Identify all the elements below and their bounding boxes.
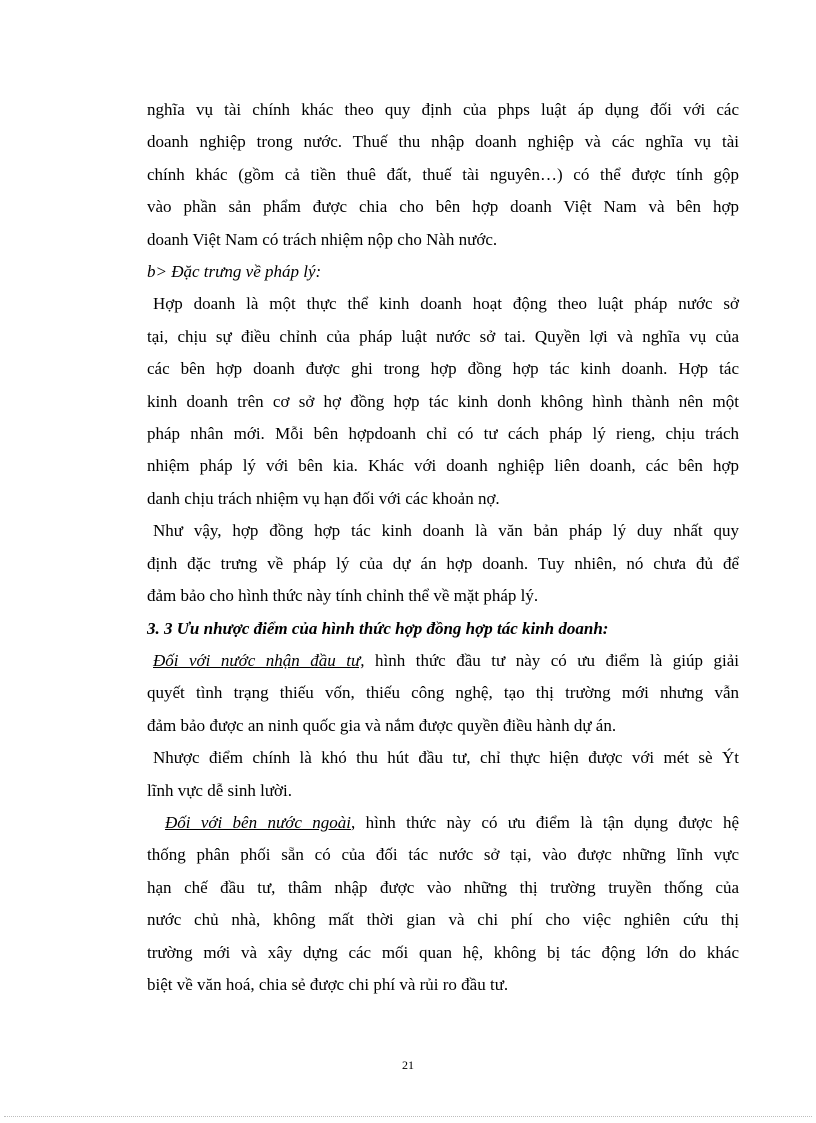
text-line: đảm bảo cho hình thức này tính chỉnh thể về mặt pháp lý. xyxy=(147,586,539,606)
text-line: Nhược điểm chính là khó thu hút đầu tư, chỉ thực hiện được với mét sè Ýt xyxy=(153,748,739,768)
text-line: lĩnh vực dễ sinh lười. xyxy=(147,780,292,800)
text-line: chính khác (gồm cả tiền thuê đất, thuế tài nguyên…) có thể được tính gộp xyxy=(147,164,739,184)
text-line: tại, chịu sự điều chỉnh của pháp luật nước sở tai. Quyền lợi và nghĩa vụ của xyxy=(147,326,739,346)
page-bottom-divider xyxy=(4,1116,812,1117)
document-body xyxy=(147,94,739,1001)
text-line: nhiệm pháp lý với bên kia. Khác với doanh nghiệp liên doanh, các bên hợp xyxy=(147,456,739,476)
page-number: 21 xyxy=(402,1058,414,1072)
text-line: hạn chế đầu tư, thâm nhập được vào những thị trường truyền thống của xyxy=(147,877,739,897)
text-line: quyết tình trạng thiếu vốn, thiếu công nghệ, tạo thị trường mới nhưng vẫn xyxy=(147,683,739,703)
underlined-lead: Đối với nước nhận đầu tư, xyxy=(153,650,365,670)
text-line: định đặc trưng về pháp lý của dự án hợp doanh. Tuy nhiên, nó chưa đủ để xyxy=(147,553,739,573)
underlined-lead: Đối với bên nước ngoài xyxy=(165,812,351,832)
text-line: các bên hợp doanh được ghi trong hợp đồng hợp tác kinh doanh. Hợp tác xyxy=(147,359,739,379)
paragraph-disadvantages xyxy=(147,742,739,807)
text-line: Hợp doanh là một thực thể kinh doanh hoạt động theo luật pháp nước sở xyxy=(153,294,739,314)
text-line: Như vậy, hợp đồng hợp tác kinh doanh là văn bản pháp lý duy nhất quy xyxy=(153,521,739,541)
text-line: doanh nghiệp trong nước. Thuế thu nhập doanh nghiệp và các nghĩa vụ tài xyxy=(147,132,739,152)
text-line: trường mới và xây dựng các mối quan hệ, không bị tác động lớn do khác xyxy=(147,942,739,962)
lead-rest: hình thức đầu tư này có ưu điểm là giúp giải xyxy=(364,650,739,670)
paragraph-foreign-party xyxy=(147,807,739,1001)
section-heading: 3. 3 Ưu nhược điểm của hình thức hợp đồng hợp tác kinh doanh: xyxy=(147,618,609,638)
text-line: danh chịu trách nhiệm vụ hạn đối với các khoản nợ. xyxy=(147,488,500,508)
subheading-legal-characteristics: b> Đặc trưng về pháp lý: xyxy=(147,262,322,282)
text-line: kinh doanh trên cơ sở hợ đồng hợp tác kinh donh không hình thành nên một xyxy=(147,391,739,411)
text-line: nghĩa vụ tài chính khác theo quy định của phps luật áp dụng đối với các xyxy=(147,100,739,119)
paragraph-legal-entity xyxy=(147,288,739,515)
paragraph-conclusion xyxy=(147,515,739,612)
paragraph-host-country xyxy=(147,645,739,742)
text-line: đảm bảo được an ninh quốc gia và nắm được quyền điều hành dự án. xyxy=(147,715,617,735)
text-line: pháp nhân mới. Mỗi bên hợpdoanh chỉ có tư cách pháp lý rieng, chịu trách xyxy=(147,424,739,444)
text-line: nước chủ nhà, không mất thời gian và chi phí cho việc nghiên cứu thị xyxy=(147,910,739,930)
text-line xyxy=(147,807,739,839)
text-line: vào phần sản phẩm được chia cho bên hợp doanh Việt Nam và bên hợp xyxy=(147,197,739,217)
paragraph-tax-obligations xyxy=(147,94,739,256)
text-line: biệt về văn hoá, chia sẻ được chi phí và rủi ro đầu tư. xyxy=(147,974,509,994)
text-line: thống phân phối sẵn có của đối tác nước sở tại, vào được những lĩnh vực xyxy=(147,845,739,865)
lead-rest: , hình thức này có ưu điểm là tận dụng được hệ xyxy=(350,812,740,832)
text-line xyxy=(147,645,739,677)
text-line: doanh Việt Nam có trách nhiệm nộp cho Nàh nước. xyxy=(147,229,498,249)
